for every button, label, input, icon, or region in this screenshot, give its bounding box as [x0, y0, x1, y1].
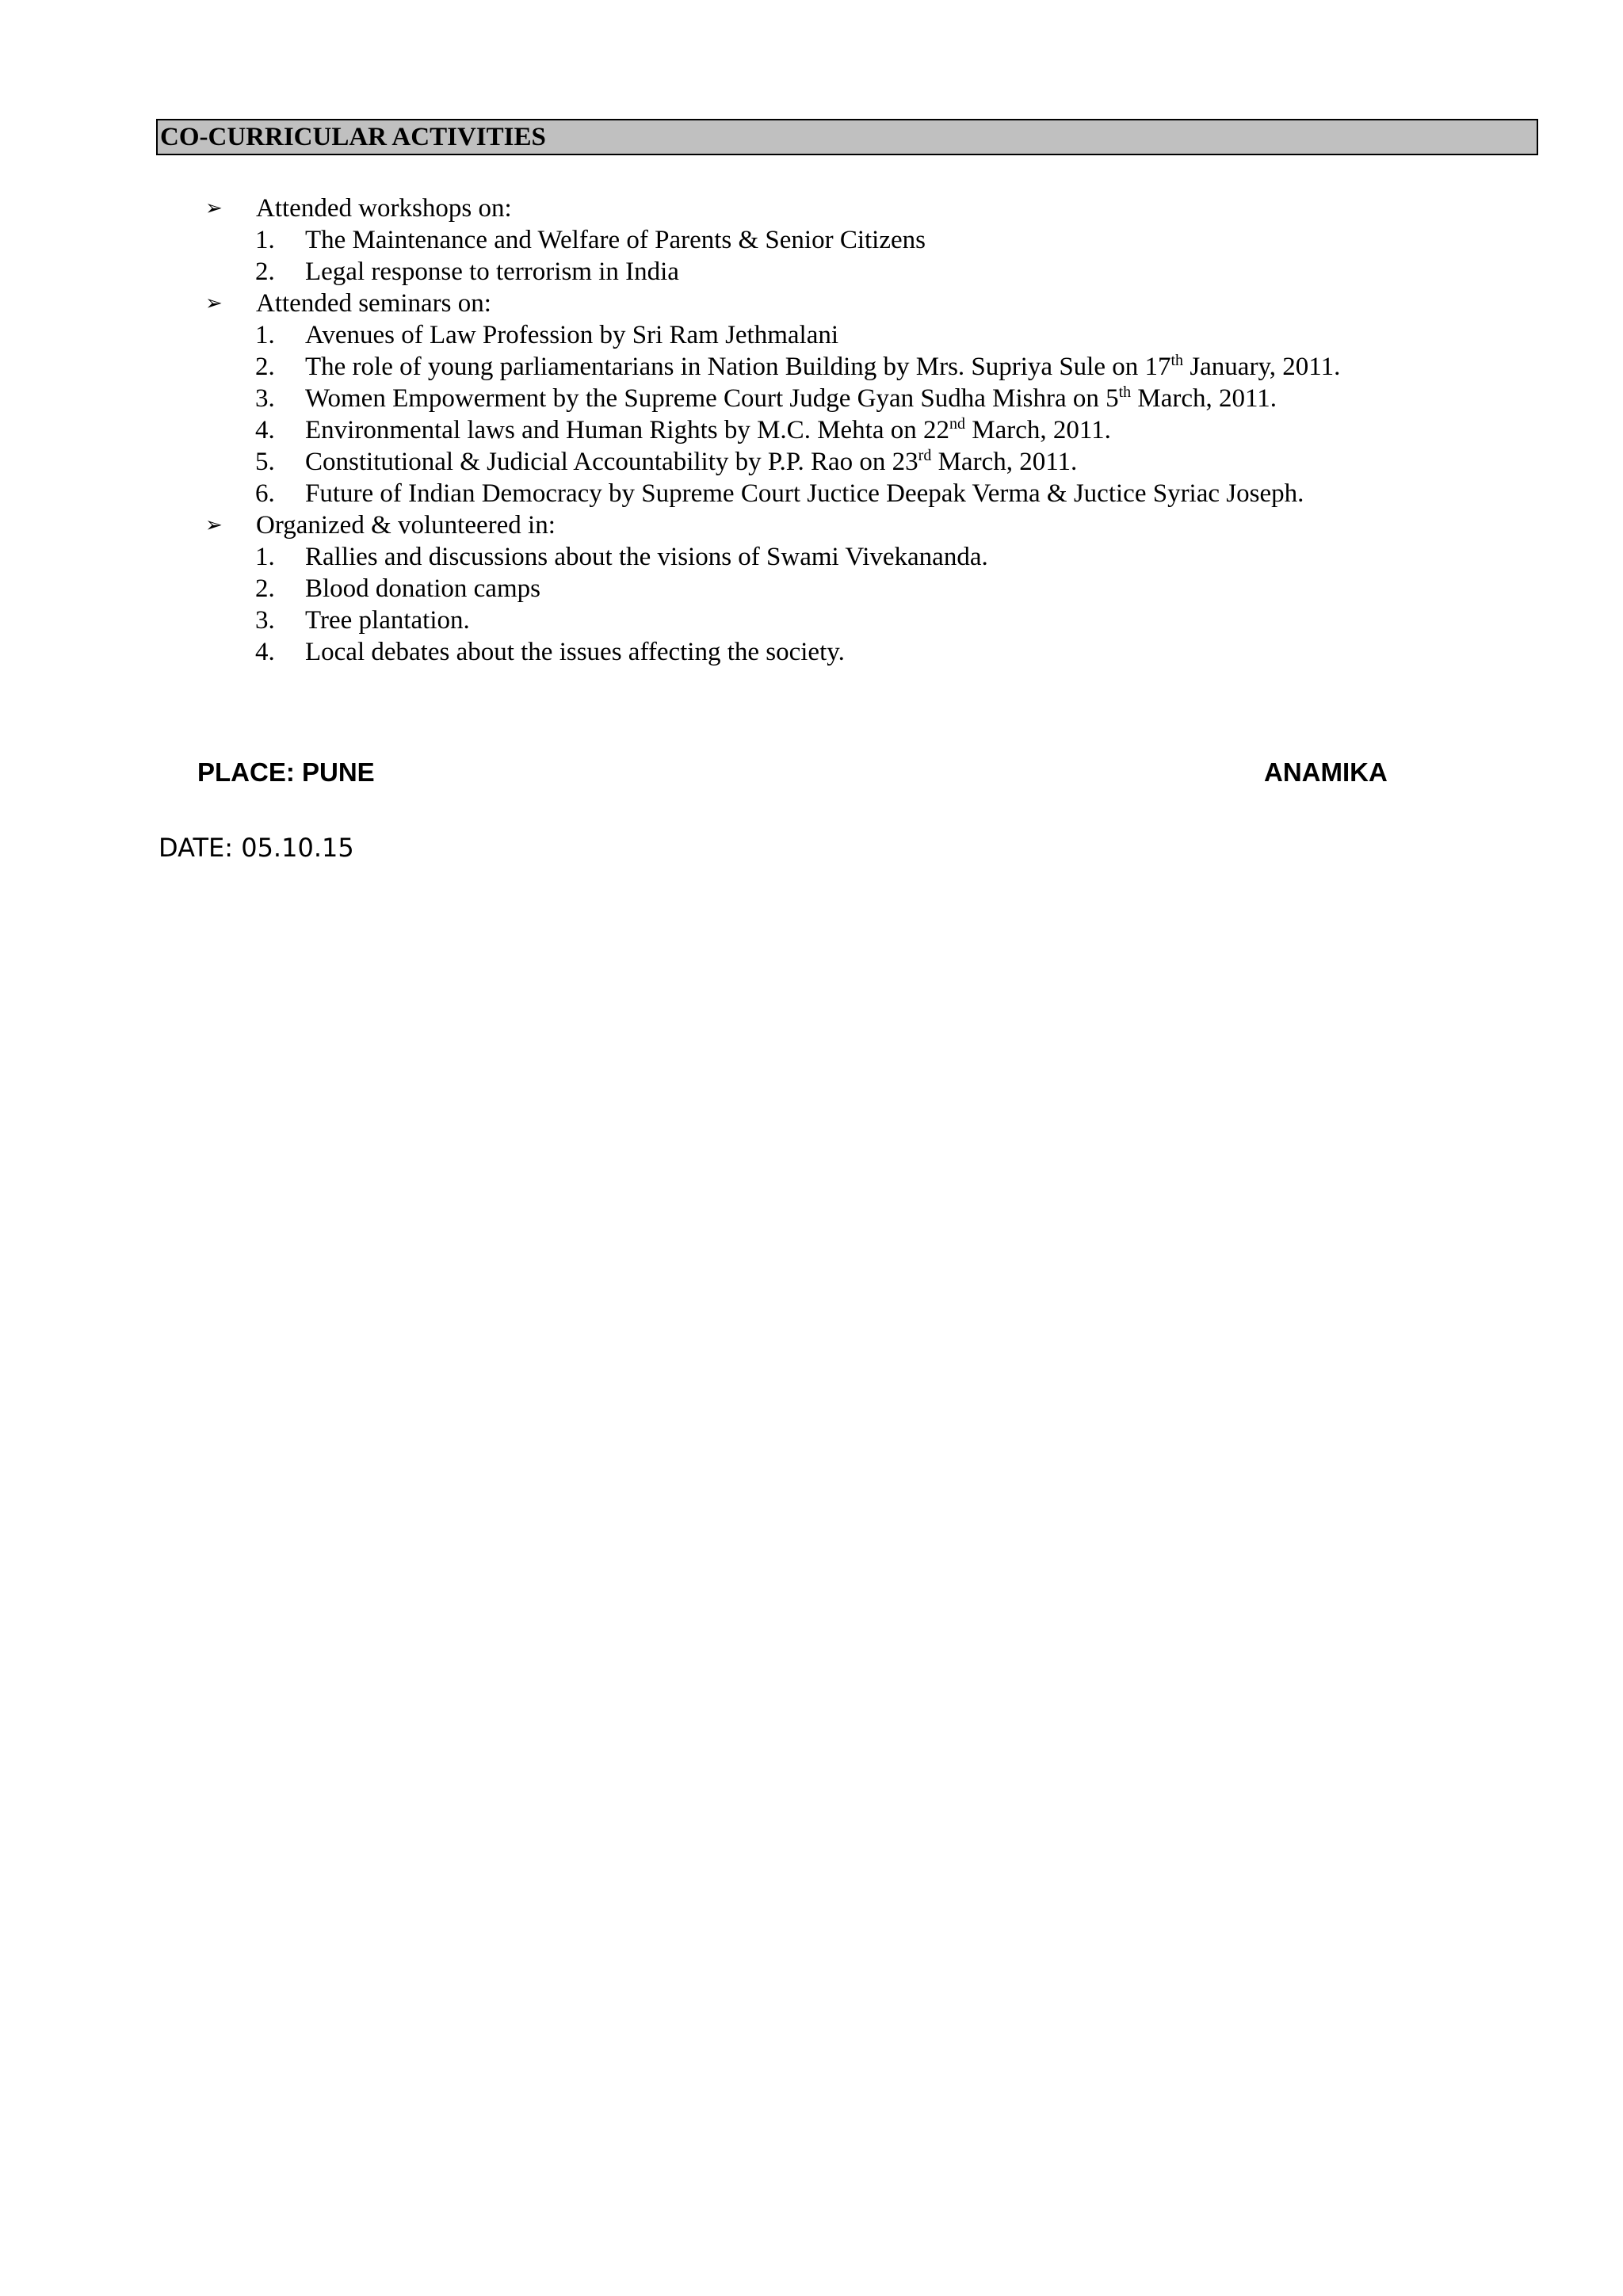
group-title-line	[0, 509, 1623, 541]
item-number: 3.	[255, 384, 275, 413]
item-text-with-date	[305, 446, 1077, 478]
item-text: Avenues of Law Profession by Sri Ram Jethmalani	[305, 321, 839, 349]
activity-group-seminars	[0, 288, 1623, 509]
item-number: 4.	[255, 416, 275, 444]
item-number: 4.	[255, 638, 275, 666]
arrow-bullet-icon: ➢	[205, 196, 223, 220]
list-item	[0, 383, 1623, 414]
item-text: Local debates about the issues affecting the society.	[305, 638, 845, 666]
list-item	[0, 605, 1623, 636]
item-text: Tree plantation.	[305, 606, 470, 635]
signature-name: ANAMIKA	[1264, 757, 1388, 787]
place-label: PLACE: PUNE	[197, 757, 375, 787]
list-item	[0, 319, 1623, 351]
item-text: Rallies and discussions about the visions of Swami Vivekananda.	[305, 543, 988, 571]
item-text: Future of Indian Democracy by Supreme Court Juctice Deepak Verma & Juctice Syriac Joseph.	[305, 479, 1304, 508]
item-text-after: January, 2011.	[1183, 353, 1341, 381]
list-item	[0, 414, 1623, 446]
activity-group-workshops	[0, 193, 1623, 288]
activity-group-volunteering	[0, 509, 1623, 668]
section-heading: CO-CURRICULAR ACTIVITIES	[156, 119, 1538, 155]
item-text: The Maintenance and Welfare of Parents & Senior Citizens	[305, 226, 926, 254]
list-item	[0, 573, 1623, 605]
list-item	[0, 351, 1623, 383]
list-item	[0, 541, 1623, 573]
item-number: 6.	[255, 479, 275, 508]
ordinal-suffix: th	[1170, 352, 1184, 369]
group-title: Attended workshops on:	[256, 194, 512, 223]
group-title: Organized & volunteered in:	[256, 511, 556, 540]
date-label: DATE: 05.10.15	[158, 833, 354, 863]
list-item	[0, 256, 1623, 288]
item-number: 2.	[255, 353, 275, 381]
group-title-line	[0, 193, 1623, 224]
item-number: 1.	[255, 321, 275, 349]
list-item	[0, 224, 1623, 256]
arrow-bullet-icon: ➢	[205, 513, 223, 537]
item-number: 3.	[255, 606, 275, 635]
item-text: Environmental laws and Human Rights by M.C. Mehta on 22	[305, 416, 949, 444]
item-text-after: March, 2011.	[1131, 384, 1277, 413]
item-number: 2.	[255, 574, 275, 603]
list-item	[0, 446, 1623, 478]
activities-list	[0, 193, 1623, 668]
item-text: The role of young parliamentarians in Nation Building by Mrs. Supriya Sule on 17	[305, 353, 1171, 381]
list-item	[0, 478, 1623, 509]
item-text-with-date	[305, 383, 1277, 414]
item-number: 5.	[255, 448, 275, 476]
item-text: Constitutional & Judicial Accountability by P.P. Rao on 23	[305, 448, 918, 476]
item-text: Women Empowerment by the Supreme Court Judge Gyan Sudha Mishra on 5	[305, 384, 1119, 413]
ordinal-suffix: nd	[949, 415, 965, 433]
item-text-with-date	[305, 414, 1111, 446]
arrow-bullet-icon: ➢	[205, 292, 223, 315]
item-text: Blood donation camps	[305, 574, 540, 603]
group-title: Attended seminars on:	[256, 289, 491, 318]
item-number: 1.	[255, 226, 275, 254]
item-number: 1.	[255, 543, 275, 571]
item-number: 2.	[255, 257, 275, 286]
list-item	[0, 636, 1623, 668]
ordinal-suffix: th	[1118, 383, 1132, 401]
ordinal-suffix: rd	[918, 447, 932, 464]
group-title-line	[0, 288, 1623, 319]
item-text-with-date	[305, 351, 1340, 383]
item-text-after: March, 2011.	[965, 416, 1111, 444]
item-text-after: March, 2011.	[931, 448, 1078, 476]
item-text: Legal response to terrorism in India	[305, 257, 679, 286]
